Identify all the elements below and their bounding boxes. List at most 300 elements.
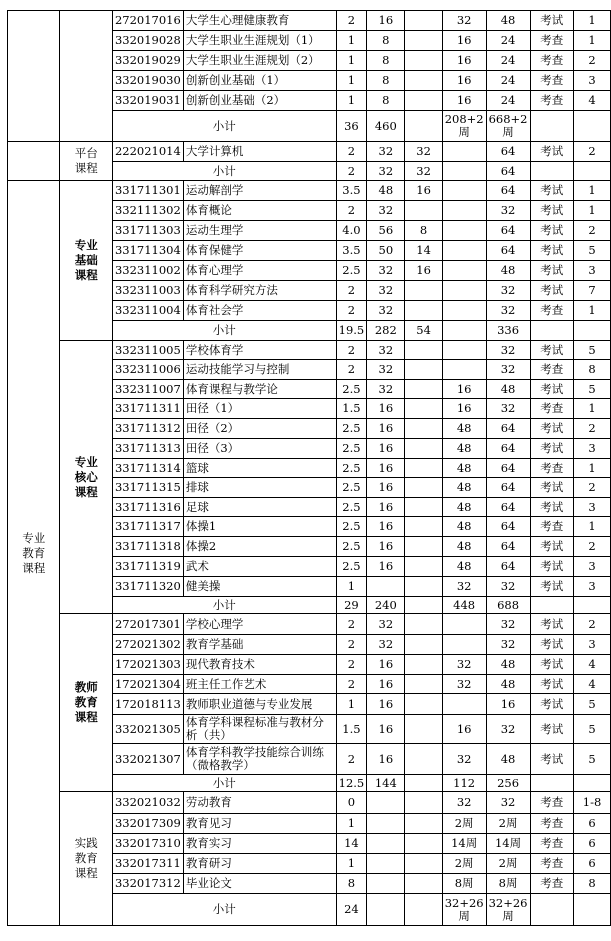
subtotal-term-blank — [574, 597, 611, 614]
subtotal-hours: 256 — [486, 775, 530, 792]
course-name: 班主任工作艺术 — [183, 675, 336, 694]
subtotal-lab — [405, 894, 442, 926]
exam-type-cell: 考查 — [530, 792, 574, 814]
hours-sum-cell: 24 — [486, 91, 530, 111]
course-name: 健美操 — [183, 577, 336, 597]
term-cell: 6 — [574, 834, 611, 854]
hours-lab-cell — [405, 614, 442, 635]
hours-total-cell: 8 — [367, 71, 405, 91]
course-name: 毕业论文 — [183, 874, 336, 894]
subtotal-practice — [442, 321, 486, 341]
hours-practice-cell: 32 — [442, 744, 486, 775]
term-cell: 4 — [574, 91, 611, 111]
course-name: 大学生心理健康教育 — [183, 11, 336, 31]
course-name: 运动解剖学 — [183, 181, 336, 201]
exam-type-cell: 考查 — [530, 71, 574, 91]
hours-lab-cell — [405, 577, 442, 597]
subtotal-lab: 54 — [405, 321, 442, 341]
credit-cell: 1 — [336, 51, 367, 71]
hours-lab-cell — [405, 834, 442, 854]
hours-sum-cell: 32 — [486, 301, 530, 321]
hours-sum-cell: 2周 — [486, 854, 530, 874]
term-cell: 1 — [574, 181, 611, 201]
term-cell: 4 — [574, 675, 611, 694]
term-cell: 3 — [574, 439, 611, 459]
term-cell: 2 — [574, 419, 611, 439]
subtotal-term-blank — [574, 894, 611, 926]
hours-sum-cell: 48 — [486, 380, 530, 399]
course-code: 332019029 — [112, 51, 183, 71]
hours-lab-cell — [405, 655, 442, 675]
subtotal-lab: 32 — [405, 162, 442, 181]
hours-lab-cell: 16 — [405, 181, 442, 201]
exam-type-cell: 考查 — [530, 360, 574, 380]
hours-total-cell: 16 — [367, 399, 405, 419]
category-cell: 实践教育课程 — [60, 792, 112, 926]
subtotal-label: 小计 — [112, 597, 336, 614]
hours-total-cell: 16 — [367, 694, 405, 715]
hours-lab-cell — [405, 201, 442, 221]
hours-practice-cell — [442, 281, 486, 301]
course-name: 大学生职业生涯规划（2） — [183, 51, 336, 71]
course-name: 田径（1） — [183, 399, 336, 419]
term-cell: 2 — [574, 537, 611, 557]
hours-lab-cell — [405, 360, 442, 380]
subtotal-term-blank — [574, 775, 611, 792]
exam-type-cell: 考试 — [530, 341, 574, 360]
course-code: 331711319 — [112, 557, 183, 577]
course-code: 331711312 — [112, 419, 183, 439]
credit-cell: 2.5 — [336, 498, 367, 517]
credit-cell: 2 — [336, 201, 367, 221]
course-code: 272017301 — [112, 614, 183, 635]
hours-total-cell: 32 — [367, 201, 405, 221]
hours-total-cell: 56 — [367, 221, 405, 241]
hours-sum-cell: 32 — [486, 792, 530, 814]
credit-cell: 0 — [336, 792, 367, 814]
hours-sum-cell: 32 — [486, 281, 530, 301]
hours-total-cell: 32 — [367, 380, 405, 399]
hours-total-cell: 16 — [367, 498, 405, 517]
course-name: 运动技能学习与控制 — [183, 360, 336, 380]
course-name: 教育实习 — [183, 834, 336, 854]
credit-cell: 2 — [336, 655, 367, 675]
subtotal-term-blank — [574, 162, 611, 181]
hours-lab-cell — [405, 380, 442, 399]
exam-type-cell: 考查 — [530, 31, 574, 51]
hours-practice-cell: 32 — [442, 577, 486, 597]
exam-type-cell: 考查 — [530, 517, 574, 537]
course-code: 332311004 — [112, 301, 183, 321]
term-cell: 1 — [574, 517, 611, 537]
term-cell: 6 — [574, 814, 611, 834]
subtotal-label: 小计 — [112, 894, 336, 926]
table-row — [8, 341, 611, 360]
credit-cell: 3.5 — [336, 241, 367, 261]
course-code: 331711314 — [112, 459, 183, 478]
credit-cell: 2 — [336, 614, 367, 635]
course-code: 331711316 — [112, 498, 183, 517]
subtotal-total: 282 — [367, 321, 405, 341]
term-cell: 8 — [574, 874, 611, 894]
credit-cell: 1 — [336, 577, 367, 597]
term-cell: 1 — [574, 459, 611, 478]
credit-cell: 2.5 — [336, 459, 367, 478]
hours-total-cell: 32 — [367, 635, 405, 655]
hours-practice-cell — [442, 360, 486, 380]
hours-lab-cell: 8 — [405, 221, 442, 241]
hours-sum-cell: 2周 — [486, 814, 530, 834]
course-name: 教育研习 — [183, 854, 336, 874]
hours-total-cell: 50 — [367, 241, 405, 261]
term-cell: 1 — [574, 301, 611, 321]
course-code: 332021032 — [112, 792, 183, 814]
hours-lab-cell — [405, 517, 442, 537]
exam-type-cell: 考试 — [530, 241, 574, 261]
hours-lab-cell — [405, 71, 442, 91]
exam-type-cell: 考查 — [530, 854, 574, 874]
curriculum-table — [7, 10, 611, 926]
credit-cell: 2.5 — [336, 380, 367, 399]
course-code: 331711313 — [112, 439, 183, 459]
hours-total-cell — [367, 874, 405, 894]
course-name: 大学生职业生涯规划（1） — [183, 31, 336, 51]
term-cell: 6 — [574, 854, 611, 874]
hours-sum-cell: 32 — [486, 399, 530, 419]
course-code: 332311002 — [112, 261, 183, 281]
hours-sum-cell: 48 — [486, 675, 530, 694]
course-name: 创新创业基础（1） — [183, 71, 336, 91]
term-cell: 2 — [574, 221, 611, 241]
term-cell: 1 — [574, 31, 611, 51]
term-cell: 5 — [574, 715, 611, 744]
subtotal-term-blank — [574, 321, 611, 341]
hours-practice-cell: 48 — [442, 498, 486, 517]
exam-type-cell: 考试 — [530, 614, 574, 635]
course-name: 体育心理学 — [183, 261, 336, 281]
hours-practice-cell: 16 — [442, 51, 486, 71]
hours-sum-cell: 32 — [486, 715, 530, 744]
course-name: 现代教育技术 — [183, 655, 336, 675]
hours-total-cell: 32 — [367, 281, 405, 301]
hours-total-cell — [367, 834, 405, 854]
course-name: 学校心理学 — [183, 614, 336, 635]
hours-lab-cell: 14 — [405, 241, 442, 261]
term-cell: 3 — [574, 577, 611, 597]
course-code: 332019031 — [112, 91, 183, 111]
course-code: 332021305 — [112, 715, 183, 744]
subtotal-total: 240 — [367, 597, 405, 614]
subtotal-credit: 2 — [336, 162, 367, 181]
hours-lab-cell — [405, 537, 442, 557]
term-cell: 2 — [574, 614, 611, 635]
credit-cell: 1 — [336, 854, 367, 874]
course-code: 331711318 — [112, 537, 183, 557]
hours-practice-cell: 32 — [442, 675, 486, 694]
hours-practice-cell: 48 — [442, 478, 486, 498]
term-cell: 2 — [574, 142, 611, 162]
course-code: 331711315 — [112, 478, 183, 498]
hours-practice-cell — [442, 261, 486, 281]
hours-total-cell: 48 — [367, 181, 405, 201]
hours-lab-cell — [405, 792, 442, 814]
hours-lab-cell — [405, 694, 442, 715]
hours-total-cell: 16 — [367, 478, 405, 498]
exam-type-cell: 考试 — [530, 181, 574, 201]
subtotal-exam-blank — [530, 894, 574, 926]
course-code: 172021303 — [112, 655, 183, 675]
hours-total-cell: 16 — [367, 517, 405, 537]
hours-lab-cell: 16 — [405, 261, 442, 281]
hours-lab-cell — [405, 814, 442, 834]
hours-practice-cell: 48 — [442, 439, 486, 459]
table-row — [8, 614, 611, 635]
course-code: 332311006 — [112, 360, 183, 380]
subtotal-total: 32 — [367, 162, 405, 181]
term-cell: 3 — [574, 557, 611, 577]
hours-practice-cell: 32 — [442, 792, 486, 814]
hours-sum-cell: 32 — [486, 577, 530, 597]
credit-cell: 2 — [336, 635, 367, 655]
hours-sum-cell: 24 — [486, 31, 530, 51]
hours-lab-cell — [405, 854, 442, 874]
hours-practice-cell: 32 — [442, 655, 486, 675]
course-name: 运动生理学 — [183, 221, 336, 241]
hours-total-cell — [367, 792, 405, 814]
exam-type-cell: 考查 — [530, 301, 574, 321]
exam-type-cell: 考查 — [530, 91, 574, 111]
course-name: 体育学科课程标准与教材分析（共） — [183, 715, 336, 744]
hours-total-cell: 32 — [367, 341, 405, 360]
hours-total-cell: 16 — [367, 459, 405, 478]
hours-practice-cell — [442, 221, 486, 241]
course-code: 272021302 — [112, 635, 183, 655]
course-code: 172021304 — [112, 675, 183, 694]
hours-lab-cell — [405, 31, 442, 51]
hours-sum-cell: 32 — [486, 201, 530, 221]
hours-total-cell: 32 — [367, 614, 405, 635]
hours-practice-cell — [442, 635, 486, 655]
hours-lab-cell — [405, 91, 442, 111]
hours-sum-cell: 14周 — [486, 834, 530, 854]
hours-lab-cell — [405, 399, 442, 419]
exam-type-cell: 考试 — [530, 635, 574, 655]
hours-lab-cell — [405, 11, 442, 31]
hours-practice-cell: 48 — [442, 537, 486, 557]
exam-type-cell: 考查 — [530, 874, 574, 894]
credit-cell: 2 — [336, 11, 367, 31]
subtotal-credit: 29 — [336, 597, 367, 614]
credit-cell: 1 — [336, 814, 367, 834]
hours-total-cell: 16 — [367, 715, 405, 744]
credit-cell: 2 — [336, 281, 367, 301]
subtotal-hours: 32+26周 — [486, 894, 530, 926]
hours-practice-cell — [442, 181, 486, 201]
big-category-cell: 专业教育课程 — [8, 181, 60, 926]
credit-cell: 1.5 — [336, 715, 367, 744]
hours-lab-cell — [405, 439, 442, 459]
credit-cell: 1 — [336, 31, 367, 51]
hours-sum-cell: 8周 — [486, 874, 530, 894]
term-cell: 1 — [574, 201, 611, 221]
credit-cell: 8 — [336, 874, 367, 894]
hours-practice-cell: 14周 — [442, 834, 486, 854]
hours-total-cell: 16 — [367, 439, 405, 459]
exam-type-cell: 考试 — [530, 380, 574, 399]
term-cell: 5 — [574, 341, 611, 360]
hours-sum-cell: 64 — [486, 221, 530, 241]
course-code: 332019030 — [112, 71, 183, 91]
exam-type-cell: 考试 — [530, 694, 574, 715]
subtotal-exam-blank — [530, 111, 574, 142]
credit-cell: 4.0 — [336, 221, 367, 241]
course-name: 创新创业基础（2） — [183, 91, 336, 111]
hours-sum-cell: 48 — [486, 655, 530, 675]
exam-type-cell: 考试 — [530, 142, 574, 162]
subtotal-practice: 32+26周 — [442, 894, 486, 926]
hours-lab-cell — [405, 498, 442, 517]
hours-lab-cell — [405, 675, 442, 694]
subtotal-hours: 688 — [486, 597, 530, 614]
hours-sum-cell: 64 — [486, 498, 530, 517]
course-code: 332111302 — [112, 201, 183, 221]
course-code: 332311003 — [112, 281, 183, 301]
hours-practice-cell — [442, 614, 486, 635]
hours-sum-cell: 64 — [486, 241, 530, 261]
course-name: 篮球 — [183, 459, 336, 478]
term-cell: 8 — [574, 360, 611, 380]
hours-sum-cell: 16 — [486, 694, 530, 715]
hours-lab-cell — [405, 459, 442, 478]
term-cell: 3 — [574, 635, 611, 655]
exam-type-cell: 考试 — [530, 744, 574, 775]
hours-lab-cell — [405, 478, 442, 498]
hours-lab-cell — [405, 744, 442, 775]
subtotal-practice: 448 — [442, 597, 486, 614]
course-name: 田径（3） — [183, 439, 336, 459]
hours-practice-cell: 48 — [442, 459, 486, 478]
exam-type-cell: 考试 — [530, 715, 574, 744]
hours-total-cell: 16 — [367, 655, 405, 675]
hours-sum-cell: 64 — [486, 181, 530, 201]
subtotal-lab — [405, 775, 442, 792]
term-cell: 5 — [574, 241, 611, 261]
subtotal-exam-blank — [530, 162, 574, 181]
hours-sum-cell: 32 — [486, 614, 530, 635]
table-row — [8, 142, 611, 162]
course-code: 272017016 — [112, 11, 183, 31]
credit-cell: 2.5 — [336, 537, 367, 557]
exam-type-cell: 考试 — [530, 201, 574, 221]
course-code: 331711317 — [112, 517, 183, 537]
course-name: 体育课程与教学论 — [183, 380, 336, 399]
hours-lab-cell — [405, 557, 442, 577]
category-cell: 专业核心课程 — [60, 341, 112, 614]
credit-cell: 2.5 — [336, 419, 367, 439]
subtotal-credit: 12.5 — [336, 775, 367, 792]
hours-sum-cell: 48 — [486, 744, 530, 775]
term-cell: 5 — [574, 744, 611, 775]
hours-lab-cell — [405, 874, 442, 894]
course-name: 体育学科教学技能综合训练（微格教学） — [183, 744, 336, 775]
hours-total-cell: 32 — [367, 360, 405, 380]
hours-total-cell: 16 — [367, 675, 405, 694]
exam-type-cell: 考试 — [530, 577, 574, 597]
hours-sum-cell: 32 — [486, 360, 530, 380]
subtotal-practice: 112 — [442, 775, 486, 792]
hours-practice-cell: 16 — [442, 380, 486, 399]
hours-practice-cell: 16 — [442, 71, 486, 91]
course-name: 排球 — [183, 478, 336, 498]
category-cell: 教师教育课程 — [60, 614, 112, 792]
course-name: 体育概论 — [183, 201, 336, 221]
exam-type-cell: 考试 — [530, 439, 574, 459]
hours-total-cell — [367, 854, 405, 874]
table-row — [8, 181, 611, 201]
credit-cell: 2 — [336, 675, 367, 694]
subtotal-credit: 36 — [336, 111, 367, 142]
hours-practice-cell: 16 — [442, 91, 486, 111]
credit-cell: 2 — [336, 142, 367, 162]
credit-cell: 2.5 — [336, 261, 367, 281]
course-code: 332017311 — [112, 854, 183, 874]
subtotal-label: 小计 — [112, 321, 336, 341]
hours-sum-cell: 48 — [486, 261, 530, 281]
course-code: 331711304 — [112, 241, 183, 261]
category-cell — [60, 11, 112, 142]
hours-total-cell: 8 — [367, 91, 405, 111]
hours-practice-cell: 48 — [442, 419, 486, 439]
exam-type-cell: 考试 — [530, 11, 574, 31]
subtotal-practice: 208+2周 — [442, 111, 486, 142]
course-name: 武术 — [183, 557, 336, 577]
course-code: 332311005 — [112, 341, 183, 360]
hours-lab-cell: 32 — [405, 142, 442, 162]
hours-total-cell: 32 — [367, 301, 405, 321]
subtotal-practice — [442, 162, 486, 181]
hours-practice-cell: 2周 — [442, 814, 486, 834]
term-cell: 3 — [574, 261, 611, 281]
hours-total-cell: 16 — [367, 419, 405, 439]
hours-sum-cell: 24 — [486, 51, 530, 71]
subtotal-total: 460 — [367, 111, 405, 142]
subtotal-term-blank — [574, 111, 611, 142]
course-code: 222021014 — [112, 142, 183, 162]
course-name: 体育科学研究方法 — [183, 281, 336, 301]
hours-practice-cell — [442, 142, 486, 162]
credit-cell: 3.5 — [336, 181, 367, 201]
course-name: 教育学基础 — [183, 635, 336, 655]
credit-cell: 2 — [336, 744, 367, 775]
course-name: 学校体育学 — [183, 341, 336, 360]
course-name: 劳动教育 — [183, 792, 336, 814]
course-code: 331711303 — [112, 221, 183, 241]
hours-lab-cell — [405, 51, 442, 71]
subtotal-lab — [405, 111, 442, 142]
hours-sum-cell: 64 — [486, 439, 530, 459]
course-code: 331711320 — [112, 577, 183, 597]
exam-type-cell: 考试 — [530, 498, 574, 517]
course-name: 体育社会学 — [183, 301, 336, 321]
course-code: 331711301 — [112, 181, 183, 201]
exam-type-cell: 考试 — [530, 557, 574, 577]
subtotal-exam-blank — [530, 597, 574, 614]
subtotal-hours: 336 — [486, 321, 530, 341]
term-cell: 1-8 — [574, 792, 611, 814]
credit-cell: 2 — [336, 360, 367, 380]
table-row — [8, 792, 611, 814]
hours-total-cell: 16 — [367, 744, 405, 775]
